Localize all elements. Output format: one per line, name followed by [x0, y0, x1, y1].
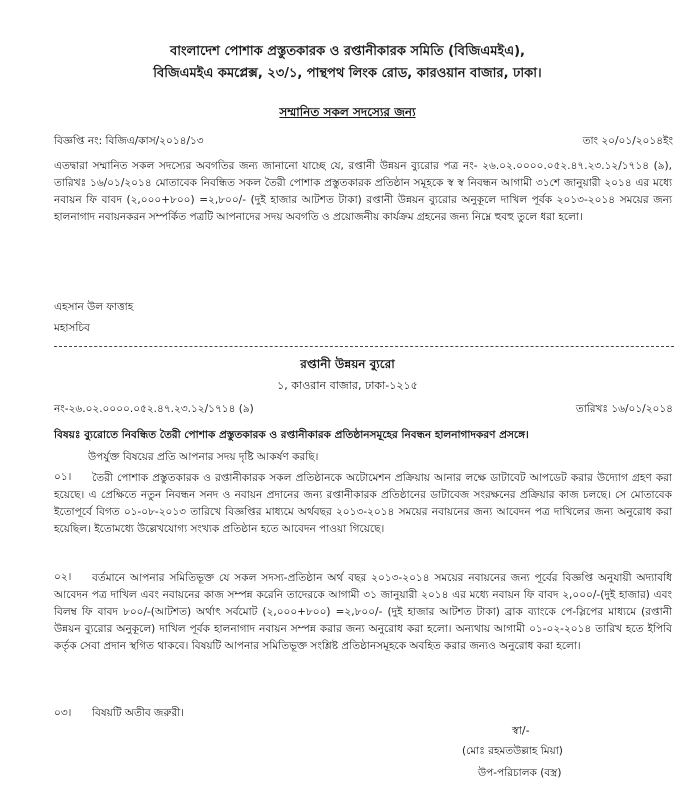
notice-signatory-title: মহাসচিব: [54, 322, 90, 334]
letter-intro: উপর্যুক্ত বিষয়ের প্রতি আপনার সদয় দৃষ্টি আকর্ষণ করছি।: [88, 451, 319, 463]
letter-paragraph: তৈরী পোশাক প্রস্তুতকারক ও রপ্তানীকারক সকল প্রতিষ্ঠানকে অটোমেশন প্রক্রিয়ায় আনার লক্ষে ডাটাবেট আপডেট করার উদ্যোগ গ্রহণ করা হয়েছে। এ প্রেক্ষিতে নতুন নিবন্ধন সনদ ও নবায়ন প্রদানের জন্য রপ্তানীকারক প্রতিষ্ঠানের ডাটাবেজ সংরক্ষনের প্রক্রিয়ার কাজ চলছে। সে মোতাবেক ইতোপূর্বে বিগত ০১-০৮-২০১৩ তারিখে বিজ্ঞপ্তির মাধ্যমে অর্থবছর ২০১৩-২০১৪ সময়ের নবায়নের জন্য আবেদন পত্র দাখিলের জন্য অনুরোধ করা হয়েছিল। ইতোমধ্যে উল্লেখযোগ্য সংখ্যক প্রতিষ্ঠান হতে আবেদন পাওয়া গিয়েছে।: [54, 472, 672, 535]
org-name: বাংলাদেশ পোশাক প্রস্তুতকারক ও রপ্তানীকারক সমিতি (বিজিএমইএ),: [170, 44, 525, 59]
section-divider: [54, 346, 674, 347]
letter-date: তারিখঃ ১৬/০১/২০১৪: [575, 403, 673, 415]
notice-signatory-name: এহসান উল ফাত্তাহ: [54, 301, 134, 313]
letter-subject: বিষয়ঃ ব্যুরোতে নিবন্ধিত তৈরী পোশাক প্রস্তুতকারক ও রপ্তানীকারক প্রতিষ্ঠানসমূহের নিবন্ধন হালনাগাদকরণ প্রসঙ্গে।: [54, 429, 529, 441]
letter-office-address: ১, কাওরান বাজার, ঢাকা-১২১৫: [277, 379, 418, 392]
notice-date: তাং ২০/০১/২০১৪ইং: [582, 135, 673, 147]
audience-heading: সম্মানিত সকল সদস্যের জন্য: [279, 105, 416, 119]
letter-ref: নং-২৬.০২.০০০০.০৫২.৪৭.২৩.১২/১৭১৪ (৯): [54, 403, 254, 415]
notice-ref: বিজ্ঞপ্তি নং: বিজিএ/কাস/২০১৪/১৩: [54, 135, 204, 147]
letter-paragraph: বর্তমানে আপনার সমিতিভূক্ত যে সকল সদস্য-প্রতিষ্ঠান অর্থ বছর ২০১৩-২০১৪ সময়ের নবায়নের জন্য পূর্বের বিজ্ঞপ্তি অনুযায়ী অদ্যাবধি আবেদন পত্র দাখিল এবং নবায়নের কাজ সম্পন্ন করেনি তাদেরকে আগামী ৩১ জানুয়ারী ২০১৪ এর মধ্যে নবায়ন ফি বাবদ ২,০০০/-(দুই হাজার) এবং বিলম্ব ফি বাবদ ৮০০/-(আটশত) অর্থাৎ সর্বমোট (২,০০০+৮০০) =২,৮০০/- (দুই হাজার আটশত টাকা) ব্রাক ব্যাংকে পে-স্লিপের মাধ্যমে (রপ্তানী উন্নয়ন ব্যুরোর অনুকূলে) দাখিল পূর্বক হালনাগাদ নবায়ন সম্পন্ন করার জন্য অনুরোধ করা হলো। অন্যথায় আগামী ০১-০২-২০১৪ তারিখ হতে ইপিবি কর্তৃক সেবা প্রদান স্থগিত থাকবে। বিষয়টি আপনার সমিতিভূক্ত সংশ্লিষ্ট প্রতিষ্ঠানসমূহকে অবহিত করার জন্যও অনুরোধ করা হলো।: [54, 572, 672, 652]
letter-signatory-name: (মোঃ রহমতউল্লাহ মিয়া): [462, 745, 563, 757]
letter-paragraph: বিষয়টি অতীব জরুরী।: [92, 707, 185, 719]
letter-signatory-title: উপ-পরিচালক (বস্ত্র): [478, 767, 562, 779]
notice-body: এতদ্বারা সম্মানিত সকল সদস্যের অবগতির জন্য জানানো যাচ্ছে যে, রপ্তানী উন্নয়ন ব্যুরোর পত্র নং- ২৬.০২.০০০০.০৫২.৪৭.২৩.১২/১৭১৪ (৯), তারিখঃ ১৬/০১/২০১৪ মোতাবেক নিবন্ধিত সকল তৈরী পোশাক প্রস্তুতকারক প্রতিষ্ঠান সমূহকে স্ব স্ব নিবন্ধন আগামী ৩১শে জানুয়ারী ২০১৪ এর মধ্যে নবায়ন ফি বাবদ (২,০০০+৮০০) =২,৮০০/- (দুই হাজার আটশত টাকা) রপ্তানী উন্নয়ন ব্যুরোর অনুকূলে দাখিল পূর্বক ২০১৩-২০১৪ সময়ের জন্য হালনাগাদ নবায়নকরন সম্পর্কিত পত্রটি আপনাদের সদয় অবগতি ও প্রয়োজনীয় কার্যক্রম গ্রহনের জন্য নিম্নে হুবহু তুলে ধরা হলো।: [54, 160, 672, 223]
paragraph-number: ০২।: [54, 571, 72, 583]
letter-office: রপ্তানী উন্নয়ন ব্যুরো: [300, 357, 395, 371]
letter-signed-mark: স্বা/-: [512, 724, 530, 737]
paragraph-number: ০১।: [54, 471, 72, 483]
org-address: বিজিএমইএ কমপ্লেক্স, ২৩/১, পান্থপথ লিংক রোড, কারওয়ান বাজার, ঢাকা।: [153, 66, 542, 81]
paragraph-number: ০৩।: [54, 707, 72, 719]
